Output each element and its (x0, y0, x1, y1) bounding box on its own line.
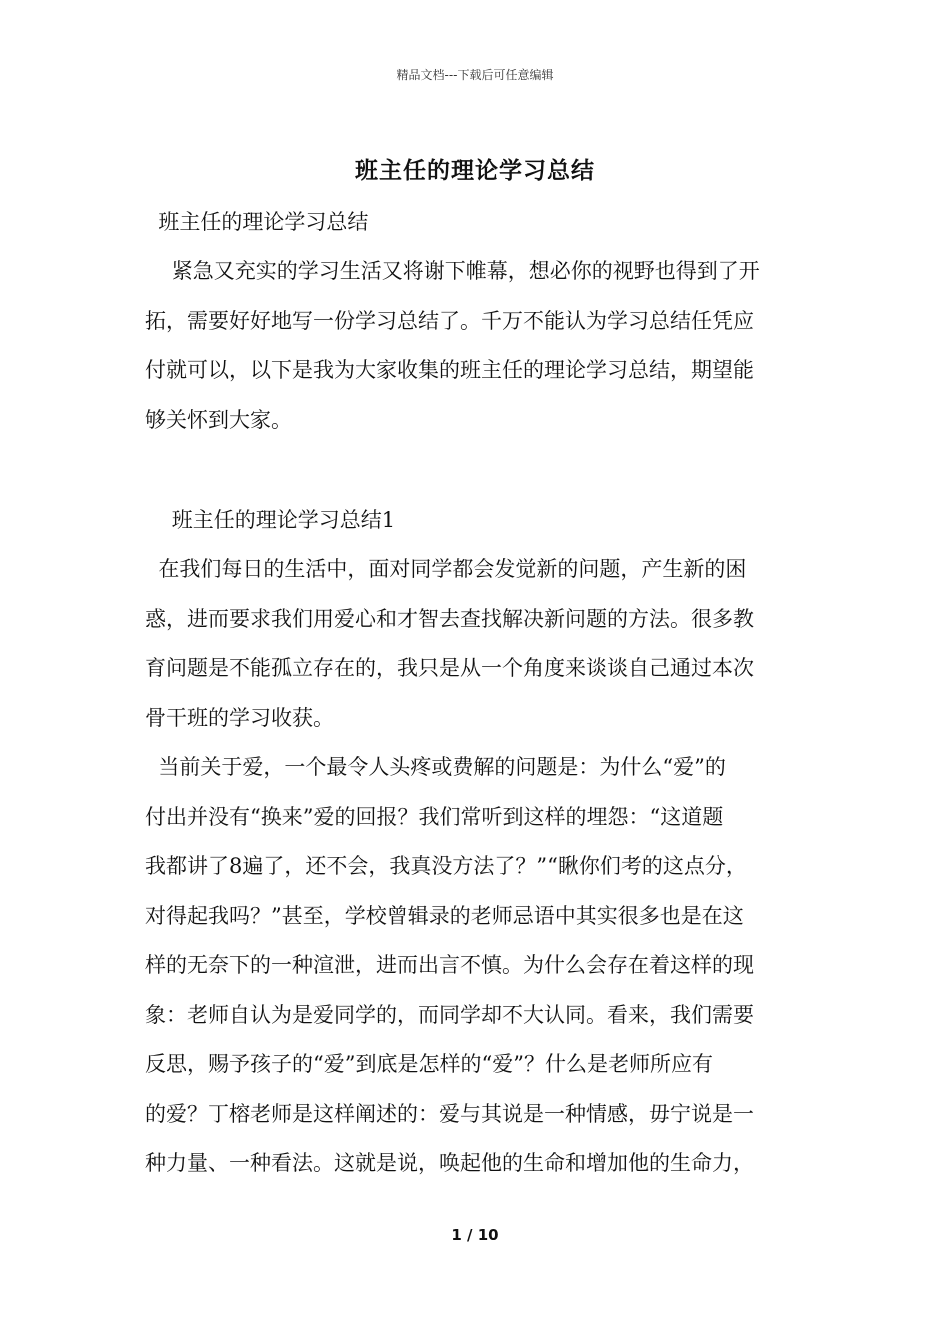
text-line: 反思，赐予孩子的“爱”到底是怎样的“爱”？什么是老师所应有 (145, 1052, 713, 1076)
text-line: 象：老师自认为是爱同学的，而同学却不大认同。看来，我们需要 (145, 1002, 754, 1027)
text-line: 够关怀到大家。 (145, 407, 292, 432)
subtitle-line: 班主任的理论学习总结 (145, 210, 369, 234)
text-line: 惑，进而要求我们用爱心和才智去查找解决新问题的方法。很多教 (145, 606, 754, 631)
text-line: 我都讲了8遍了，还不会，我真没方法了？”“瞅你们考的这点分， (145, 854, 747, 878)
page-header: 精品文档---下载后可任意编辑 (396, 68, 554, 82)
text-line: 当前关于爱，一个最令人头疼或费解的问题是：为什么“爱”的 (145, 755, 726, 779)
body-paragraph-1 (145, 545, 820, 743)
text-line: 骨干班的学习收获。 (145, 705, 334, 730)
intro-paragraph (145, 247, 820, 445)
text-line: 种力量、一种看法。这就是说，唤起他的生命和增加他的生命力， (145, 1151, 754, 1175)
text-line: 育问题是不能孤立存在的，我只是从一个角度来谈谈自己通过本次 (145, 656, 754, 680)
text-line: 紧急又充实的学习生活又将谢下帷幕，想必你的视野也得到了开 (145, 259, 760, 283)
text-line: 拓，需要好好地写一份学习总结了。千万不能认为学习总结任凭应 (145, 308, 754, 333)
page-number: 1 / 10 (451, 1226, 499, 1244)
text-line: 付就可以，以下是我为大家收集的班主任的理论学习总结，期望能 (145, 358, 754, 382)
text-line: 的爱？丁榕老师是这样阐述的：爱与其说是一种情感，毋宁说是一 (145, 1101, 754, 1126)
text-line: 在我们每日的生活中，面对同学都会发觉新的问题，产生新的困 (145, 557, 747, 581)
document-title: 班主任的理论学习总结 (355, 157, 595, 184)
document-subtitle (145, 198, 820, 248)
section-heading-line: 班主任的理论学习总结1 (145, 508, 396, 532)
body-paragraph-2 (145, 743, 820, 1189)
text-line: 样的无奈下的一种渲泄，进而出言不慎。为什么会存在着这样的现 (145, 953, 754, 977)
text-line: 对得起我吗？”甚至，学校曾辑录的老师忌语中其实很多也是在这 (145, 903, 744, 928)
text-line: 付出并没有“换来”爱的回报？我们常听到这样的埋怨：“这道题 (145, 804, 724, 829)
section-heading (145, 496, 820, 546)
